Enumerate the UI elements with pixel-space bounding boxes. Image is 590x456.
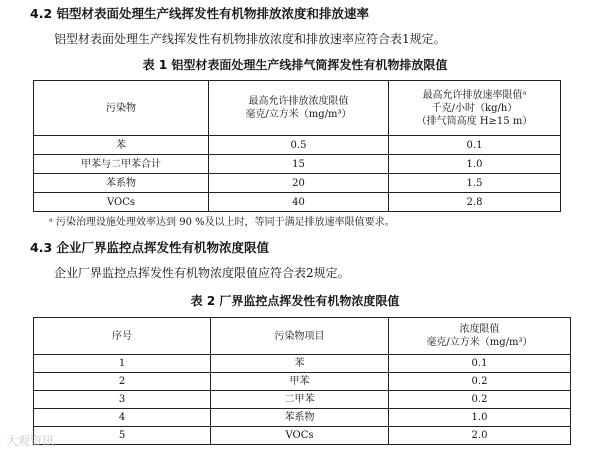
table-row (34, 155, 561, 174)
table-1-header-row (34, 81, 561, 136)
table-cell-concentration: 0.1 (389, 355, 571, 373)
table-row (34, 373, 571, 391)
section-heading-4-3: 4.3 企业厂界监控点挥发性有机物浓度限值 (30, 240, 269, 255)
table-2-header-seq: 序号 (34, 318, 211, 355)
table-cell-pollutant: 苯系物 (211, 409, 389, 427)
table-cell-concentration: 15 (209, 155, 389, 174)
table-row (34, 427, 571, 445)
watermark-logo: 大观资讯 (6, 434, 55, 448)
table-cell-pollutant: 二甲苯 (211, 391, 389, 409)
section-heading-4-2: 4.2 铝型材表面处理生产线挥发性有机物排放浓度和排放速率 (30, 6, 369, 21)
table-2-header-concentration: 浓度限值 毫克/立方米（mg/m³） (389, 318, 571, 355)
table-cell-pollutant: 苯 (211, 355, 389, 373)
table-2-caption: 表 2 厂界监控点挥发性有机物浓度限值 (190, 294, 400, 308)
table-cell-pollutant: 苯系物 (34, 174, 209, 193)
table-row (34, 391, 571, 409)
table-1-caption: 表 1 铝型材表面处理生产线排气筒挥发性有机物排放限值 (142, 58, 448, 72)
table-cell-seq: 1 (34, 355, 211, 373)
table-cell-concentration: 40 (209, 193, 389, 212)
table-cell-seq: 4 (34, 409, 211, 427)
table-cell-seq: 2 (34, 373, 211, 391)
table-row (34, 193, 561, 212)
table-1-header-pollutant: 污染物 (34, 81, 209, 136)
table-1-header-concentration: 最高允许排放浓度限值 毫克/立方米（mg/m³） (209, 81, 389, 136)
table-cell-seq: 5 (34, 427, 211, 445)
section-paragraph-4-2: 铝型材表面处理生产线挥发性有机物排放浓度和排放速率应符合表1规定。 (54, 32, 446, 46)
table-cell-rate: 0.1 (389, 136, 561, 155)
table-1-footnote: ᵃ 污染治理设施处理效率达到 90 %及以上时，等同于满足排放速率限值要求。 (49, 217, 395, 228)
table-cell-concentration: 0.5 (209, 136, 389, 155)
table-cell-pollutant: 甲苯与二甲苯合计 (34, 155, 209, 174)
section-paragraph-4-3: 企业厂界监控点挥发性有机物浓度限值应符合表2规定。 (54, 266, 350, 280)
table-cell-concentration: 2.0 (389, 427, 571, 445)
table-cell-rate: 1.0 (389, 155, 561, 174)
table-cell-pollutant: 甲苯 (211, 373, 389, 391)
table-1 (33, 80, 561, 212)
table-cell-concentration: 1.0 (389, 409, 571, 427)
table-cell-pollutant: 苯 (34, 136, 209, 155)
table-row (34, 136, 561, 155)
table-cell-concentration: 20 (209, 174, 389, 193)
table-row (34, 355, 571, 373)
table-row (34, 174, 561, 193)
table-2-header-row (34, 318, 571, 355)
table-cell-pollutant: VOCs (211, 427, 389, 445)
table-row (34, 409, 571, 427)
table-cell-pollutant: VOCs (34, 193, 209, 212)
table-2-header-pollutant: 污染物项目 (211, 318, 389, 355)
table-cell-seq: 3 (34, 391, 211, 409)
table-1-header-rate: 最高允许排放速率限值ᵃ 千克/小时（kg/h） （排气筒高度 H≥15 m） (389, 81, 561, 136)
table-cell-rate: 1.5 (389, 174, 561, 193)
table-2 (33, 317, 571, 445)
table-cell-concentration: 0.2 (389, 391, 571, 409)
table-cell-rate: 2.8 (389, 193, 561, 212)
table-cell-concentration: 0.2 (389, 373, 571, 391)
